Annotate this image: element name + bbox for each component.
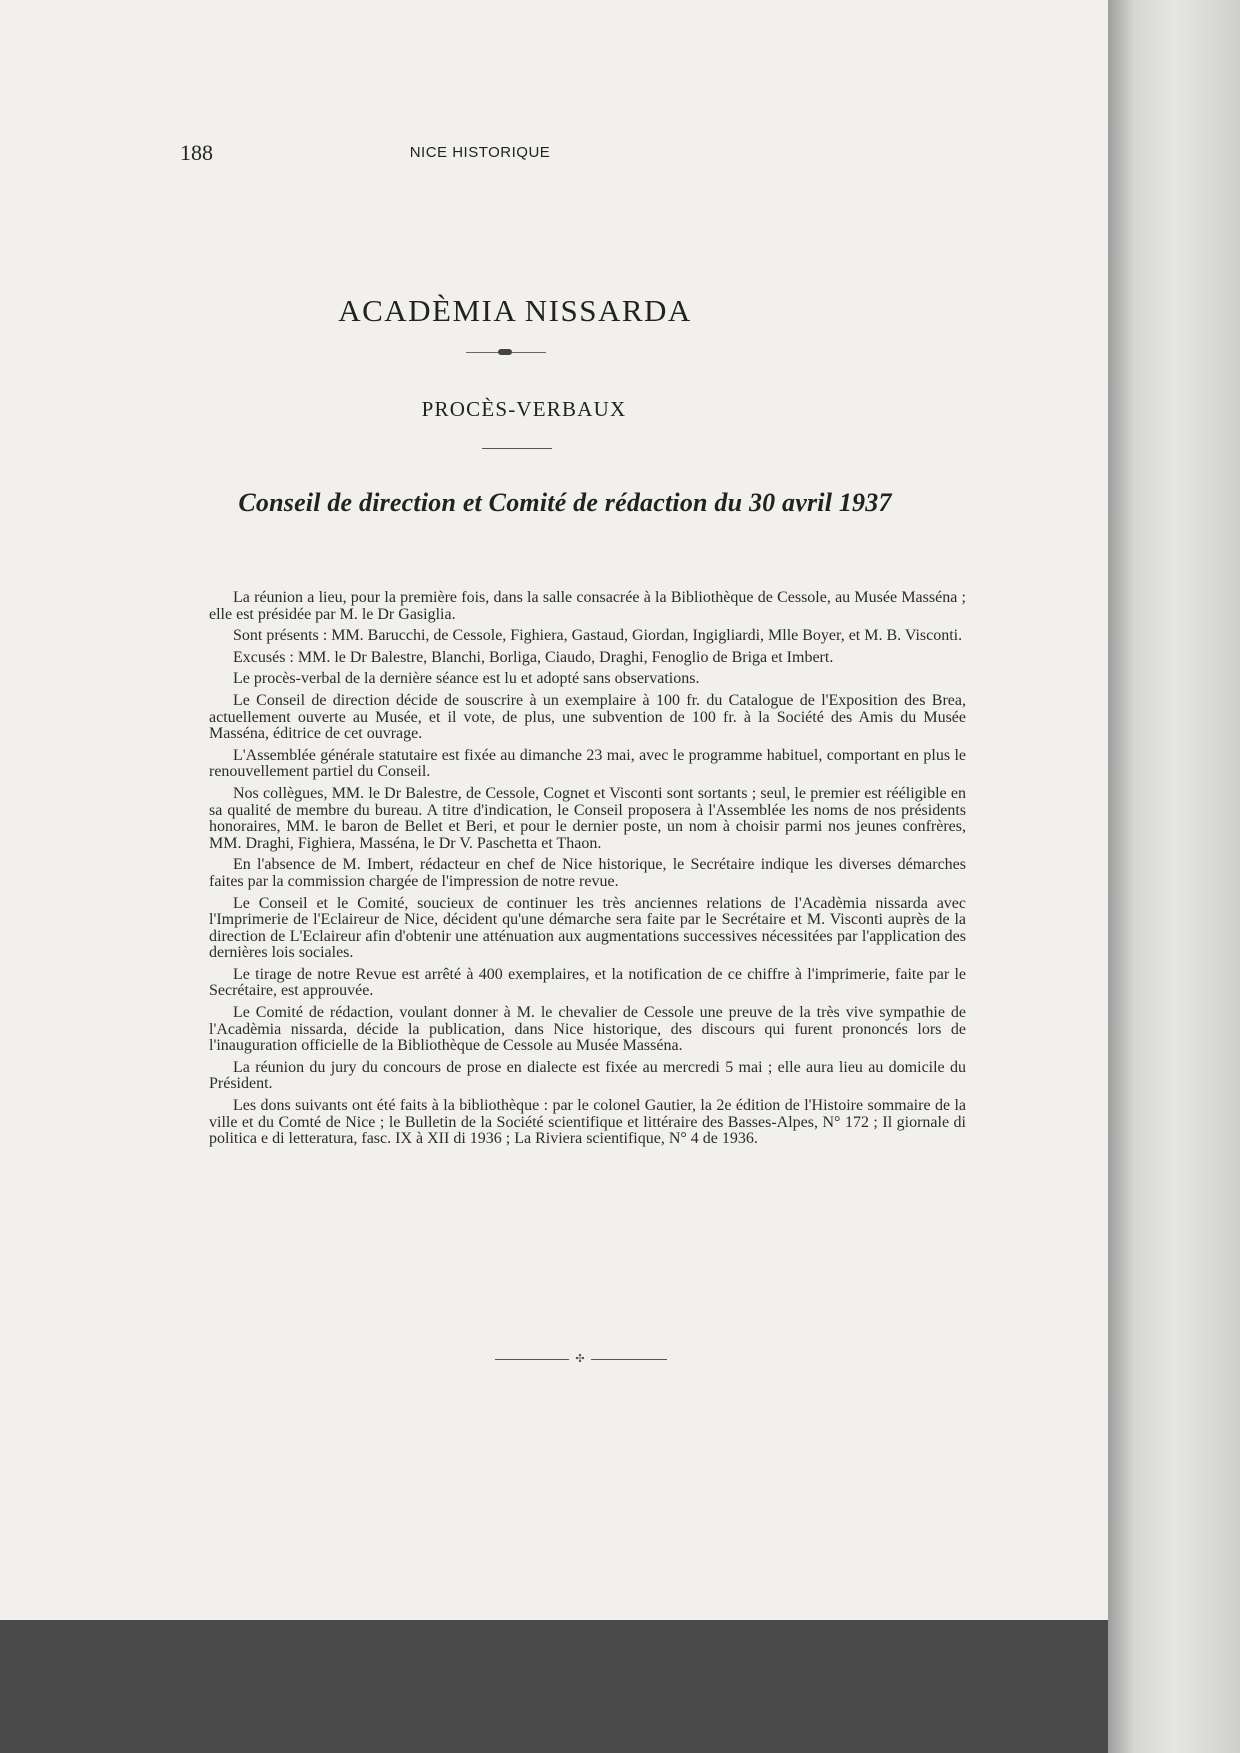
paragraph: Sont présents : MM. Barucchi, de Cessole, Fighiera, Gastaud, Giordan, Ingigliardi, Mlle Boyer, et M. B. Visconti.: [233, 627, 963, 645]
paragraph: La réunion du jury du concours de prose en dialecte est fixée au mercredi 5 mai ; elle aura lieu au domicile du Président.: [209, 1058, 966, 1093]
scan-background: [0, 1620, 1108, 1753]
ornament-dot: [498, 349, 512, 355]
paragraph: Le Conseil et le Comité, soucieux de continuer les très anciennes relations de l'Acadèmia nissarda avec l'Imprimerie de l'Eclaireur de Nice, décident qu'une démarche sera faite par le Secrétaire et M. Visconti auprès de la direction de L'Eclaireur afin d'obtenir une atténuation aux augmentations successives nécessitées par l'application des dernières lois sociales.: [209, 894, 966, 962]
paragraph: Les dons suivants ont été faits à la bibliothèque : par le colonel Gautier, la 2e édition de l'Histoire sommaire de la ville et du Comté de Nice ; le Bulletin de la Société scientifique et littéraire des Basses-Alpes, N° 172 ; Il giornale di politica e di letteratura, fasc. IX à XII di 1936 ; La Riviera scientifique, N° 4 de 1936.: [209, 1097, 966, 1148]
paragraph: Le Conseil de direction décide de souscrire à un exemplaire à 100 fr. du Catalogue de l'Exposition des Brea, actuellement ouverte au Musée, et il vote, de plus, une subvention de 100 fr. à la Société des Amis du Musée Masséna, éditrice de cet ouvrage.: [209, 691, 966, 743]
minutes-body: [209, 590, 966, 1153]
page-edge: [1108, 0, 1240, 1753]
paragraph: En l'absence de M. Imbert, rédacteur en chef de Nice historique, le Secrétaire indique les diverses démarches faites par la commission chargée de l'impression de notre revue.: [209, 856, 966, 890]
paragraph: Le Comité de rédaction, voulant donner à M. le chevalier de Cessole une preuve de la très vive sympathie de l'Acadèmia nissarda, décide la publication, dans Nice historique, des discours qui furent prononcés lors de l'inauguration officielle de la Bibliothèque de Cessole au Musée Masséna.: [209, 1004, 966, 1055]
paragraph: Nos collègues, MM. le Dr Balestre, de Cessole, Cognet et Visconti sont sortants ; seul, le premier est rééligible en sa qualité de membre du bureau. A titre d'indication, le Conseil proposera à l'Assemblée les noms de nos présidents honoraires, MM. le baron de Bellet et Beri, et pour le dernier poste, un nom à choisir parmi nos jeunes confrères, MM. Draghi, Fighiera, Masséna, le Dr V. Paschetta et Thaon.: [209, 784, 966, 852]
paragraph: L'Assemblée générale statutaire est fixée au dimanche 23 mai, avec le programme habituel, comportant en plus le renouvellement partiel du Conseil.: [209, 746, 966, 781]
fleuron-icon: ✣: [569, 1355, 591, 1363]
paragraph: Le procès-verbal de la dernière séance est lu et adopté sans observations.: [233, 670, 700, 688]
paragraph: Excusés : MM. le Dr Balestre, Blanchi, Borliga, Ciaudo, Draghi, Fenoglio de Briga et Imbert.: [233, 648, 834, 666]
title-ornament: [466, 352, 546, 363]
section-heading: Conseil de direction et Comité de rédaction du 30 avril 1937: [238, 488, 892, 517]
subtitle-rule: [482, 448, 552, 449]
paragraph: La réunion a lieu, pour la première fois, dans la salle consacrée à la Bibliothèque de Cessole, au Musée Masséna ; elle est présidée par M. le Dr Gasiglia.: [209, 589, 966, 623]
end-ornament: [495, 1353, 667, 1365]
paragraph: Le tirage de notre Revue est arrêté à 400 exemplaires, et la notification de ce chiffre à l'imprimerie, faite par le Secrétaire, est approuvée.: [209, 965, 966, 1000]
document-title: ACADÈMIA NISSARDA: [338, 293, 692, 328]
page-number: 188: [180, 140, 213, 165]
document-subtitle: PROCÈS-VERBAUX: [421, 397, 627, 421]
running-title: NICE HISTORIQUE: [409, 144, 551, 161]
